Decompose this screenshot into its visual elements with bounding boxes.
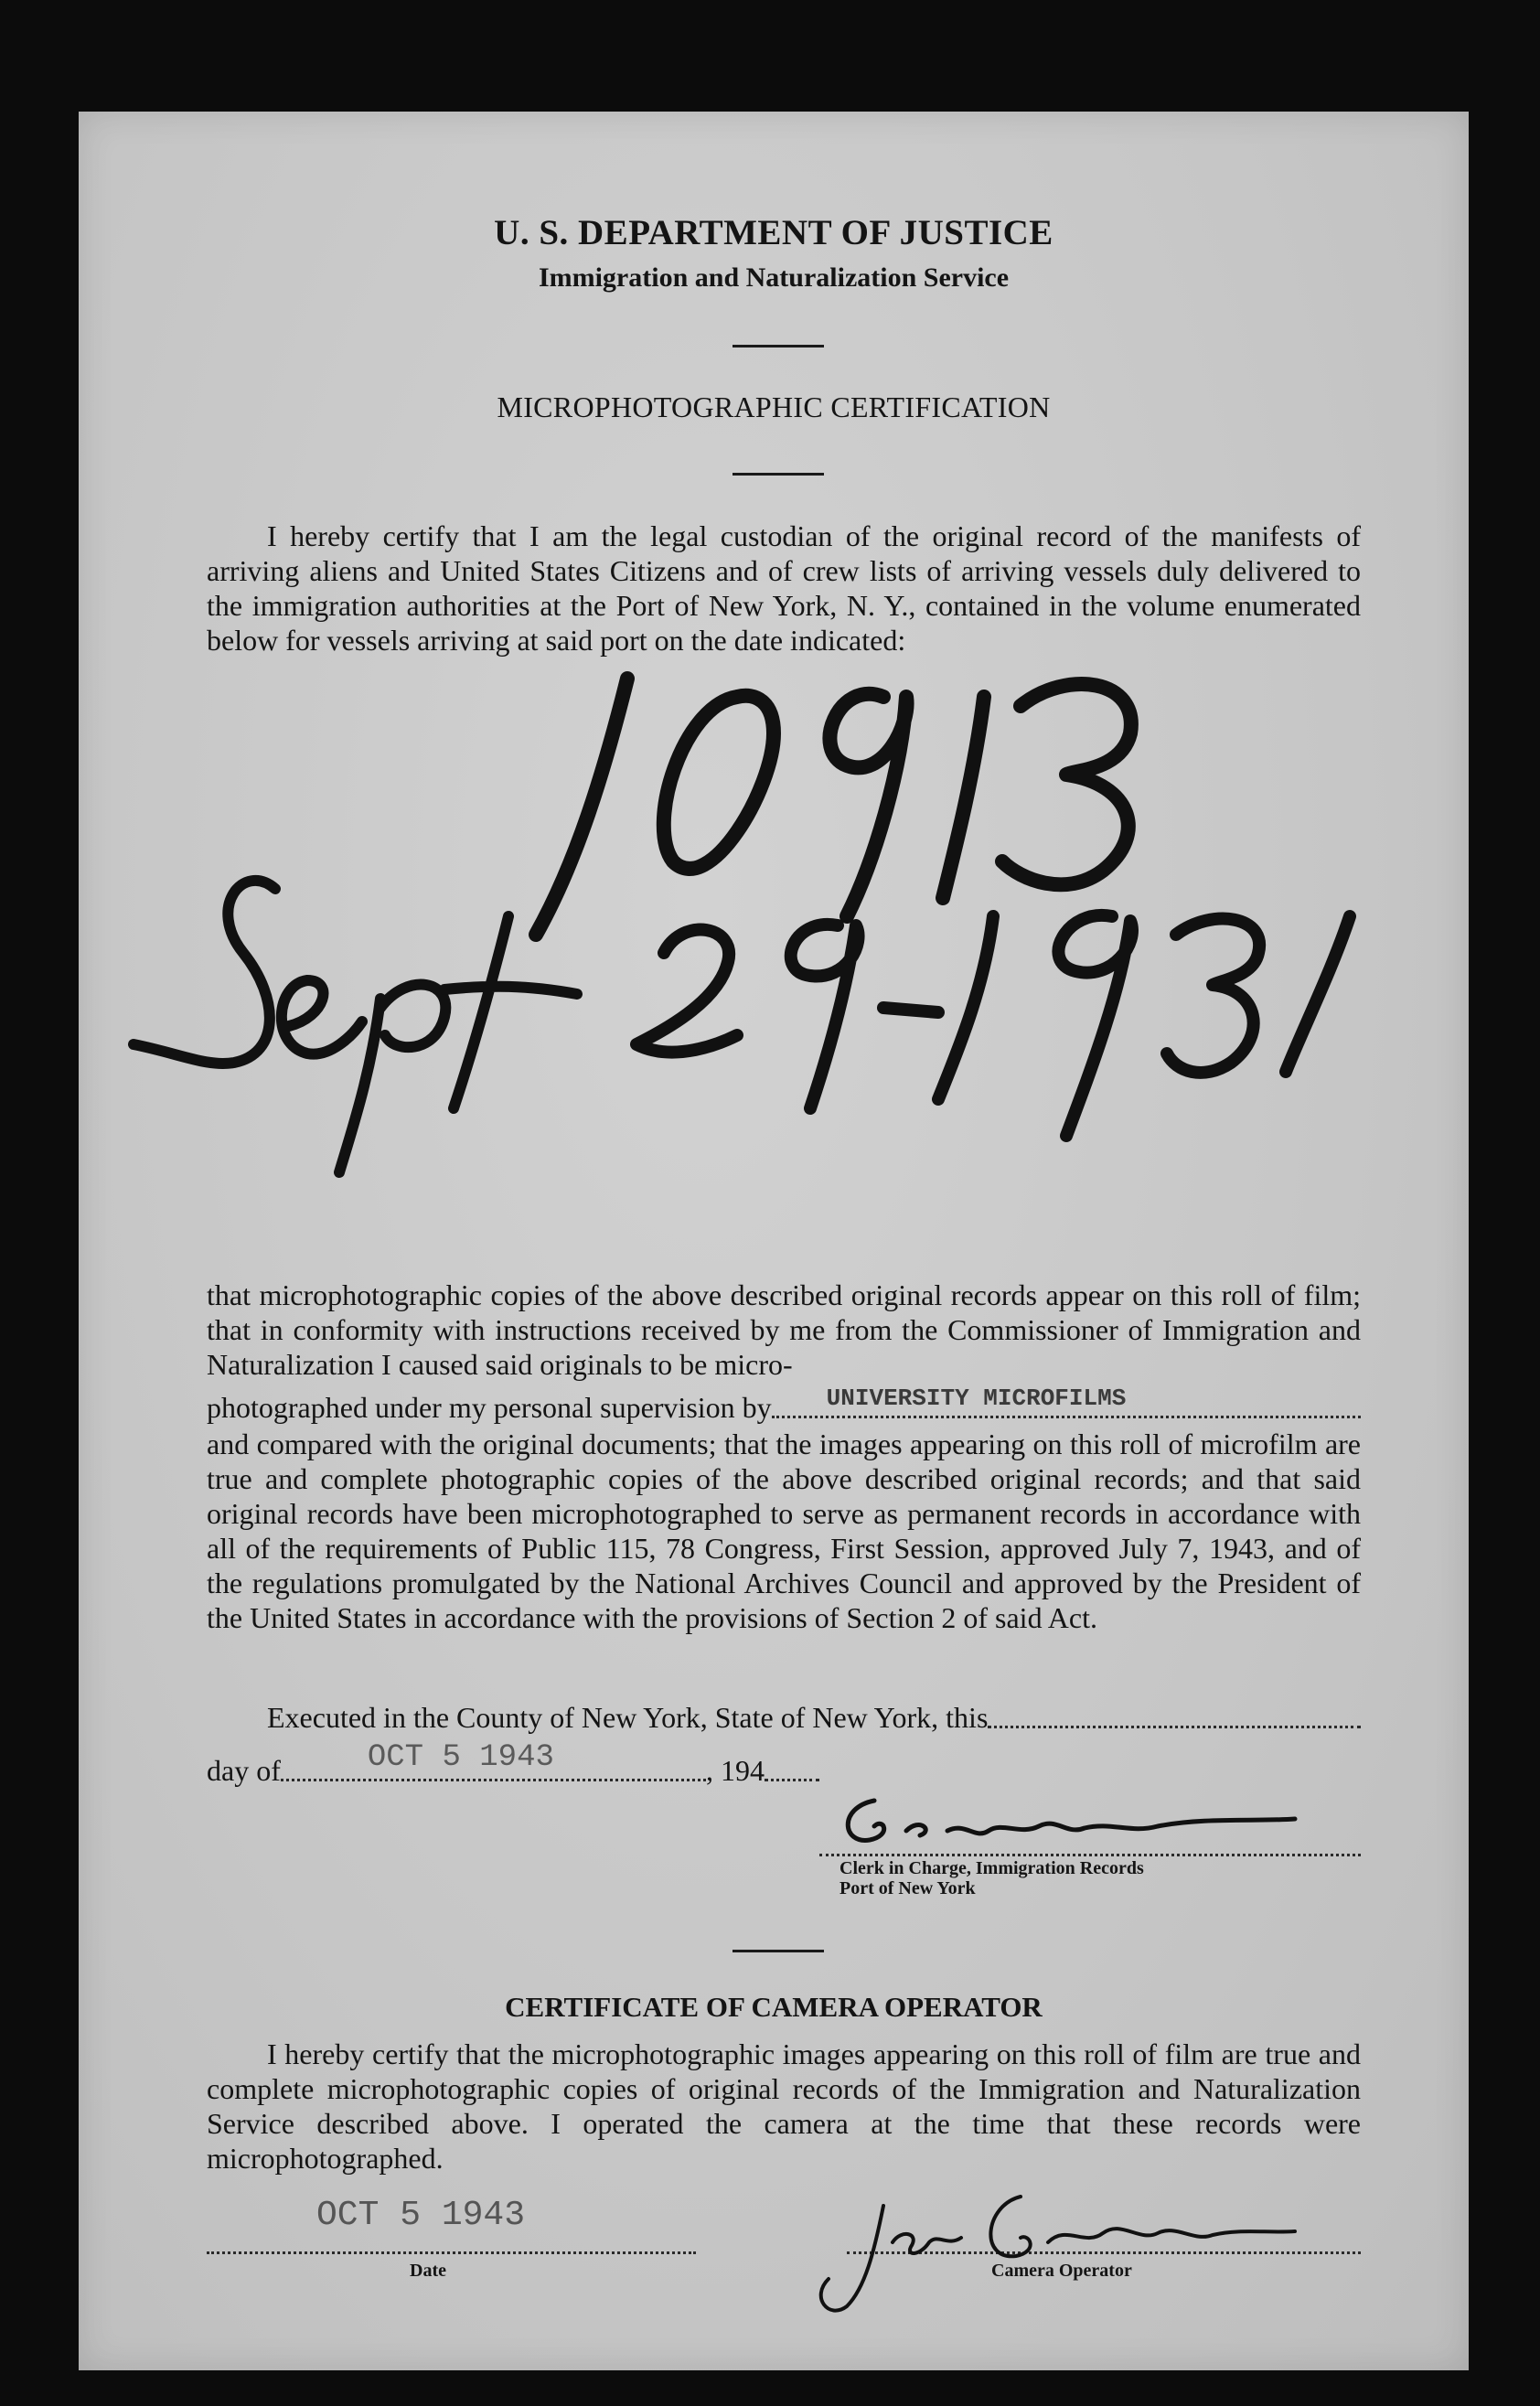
certification-title: MICROPHOTOGRAPHIC CERTIFICATION [497, 390, 1051, 423]
handwritten-volume-digit [943, 697, 984, 898]
university-microfilms-stamp: UNIVERSITY MICROFILMS [826, 1385, 1127, 1412]
handwritten-date-digit [1167, 919, 1259, 1073]
camera-date-stamp: OCT 5 1943 [316, 2196, 526, 2235]
document-page [79, 112, 1469, 2370]
handwritten-date-digit [1058, 915, 1131, 1136]
photographed-by-field [772, 1385, 1361, 1418]
handwritten-date-digit [791, 925, 859, 1108]
service-subheading: Immigration and Naturalization Service [538, 262, 1010, 293]
day-of-line [207, 1740, 819, 1788]
camera-date-field [207, 2196, 696, 2254]
camera-date-label: Date [410, 2261, 446, 2281]
date-stamp: OCT 5 1943 [367, 1740, 554, 1775]
handwritten-date-digit [938, 916, 993, 1099]
handwritten-volume-digit [536, 679, 627, 935]
handwritten-date-letter [134, 881, 275, 1064]
divider [733, 1950, 824, 1952]
handwritten-volume-digit [829, 694, 906, 916]
certification-body-2: and compared with the original documents; that the images appearing on this roll of microfilm are true and complete photographic copies of the above described original records; and that said original records have been microphotographed to serve as permanent records in accordance with all of the requirements of Public 115, 78 Congress, First Session, approved July 7, 1943, and of the regulations promulgated by the National Archives Council and approved by the President of the United States in accordance with the provisions of Section 2 of said Act. [207, 1428, 1361, 1634]
certification-intro: I hereby certify that I am the legal custodian of the original record of the manifests of arriving aliens and United States Citizens and of crew lists of arriving vessels duly delivered to the immigration authorities at the Port of New York, N. Y., contained in the volume enumerated below for vessels arriving at said port on the date indicated: [207, 519, 1361, 657]
handwritten-date-digit [636, 930, 737, 1053]
handwritten-volume-digit [664, 696, 774, 869]
clerk-signature-line [819, 1790, 1361, 1856]
certification-body-1: that microphotographic copies of the above described original records appear on this roll of film; that in conformity with instructions received by me from the Commissioner of Immigration and Naturalization I caused said originals to be micro- [207, 1278, 1361, 1381]
photographed-by-label: photographed under my personal supervision by [207, 1391, 772, 1424]
photographed-by-line [207, 1385, 1361, 1425]
camera-certificate-title: CERTIFICATE OF CAMERA OPERATOR [505, 1991, 1043, 2023]
handwritten-date-letter [282, 980, 362, 1054]
clerk-port: Port of New York [840, 1878, 976, 1898]
clerk-title: Clerk in Charge, Immigration Records [840, 1858, 1144, 1878]
handwritten-date-letter [339, 985, 445, 1172]
handwritten-volume-digit [1002, 684, 1131, 884]
executed-day-field [988, 1698, 1361, 1728]
executed-line [267, 1698, 1361, 1735]
camera-certificate-text: I hereby certify that the microphotographic images appearing on this roll of film are true and complete microphotographic copies of original records of the Immigration and Naturalization Service described above. I operated the camera at the time that these records were microphotographed. [207, 2037, 1361, 2175]
year-field [765, 1751, 819, 1781]
executed-text: Executed in the County of New York, State of New York, this [267, 1701, 989, 1734]
department-heading: U. S. DEPARTMENT OF JUSTICE [494, 213, 1053, 252]
handwritten-date-digit [1286, 916, 1350, 1072]
camera-operator-label: Camera Operator [991, 2261, 1132, 2281]
day-of-label: day of [207, 1754, 281, 1787]
handwriting [79, 112, 1469, 1300]
clerk-signature [819, 1790, 1361, 1854]
day-of-field [281, 1740, 706, 1781]
handwritten-date-letter [444, 916, 577, 1108]
year-label: , 194 [706, 1754, 765, 1787]
camera-operator-signature [783, 2178, 1368, 2325]
handwritten-date-dash [883, 1008, 938, 1012]
